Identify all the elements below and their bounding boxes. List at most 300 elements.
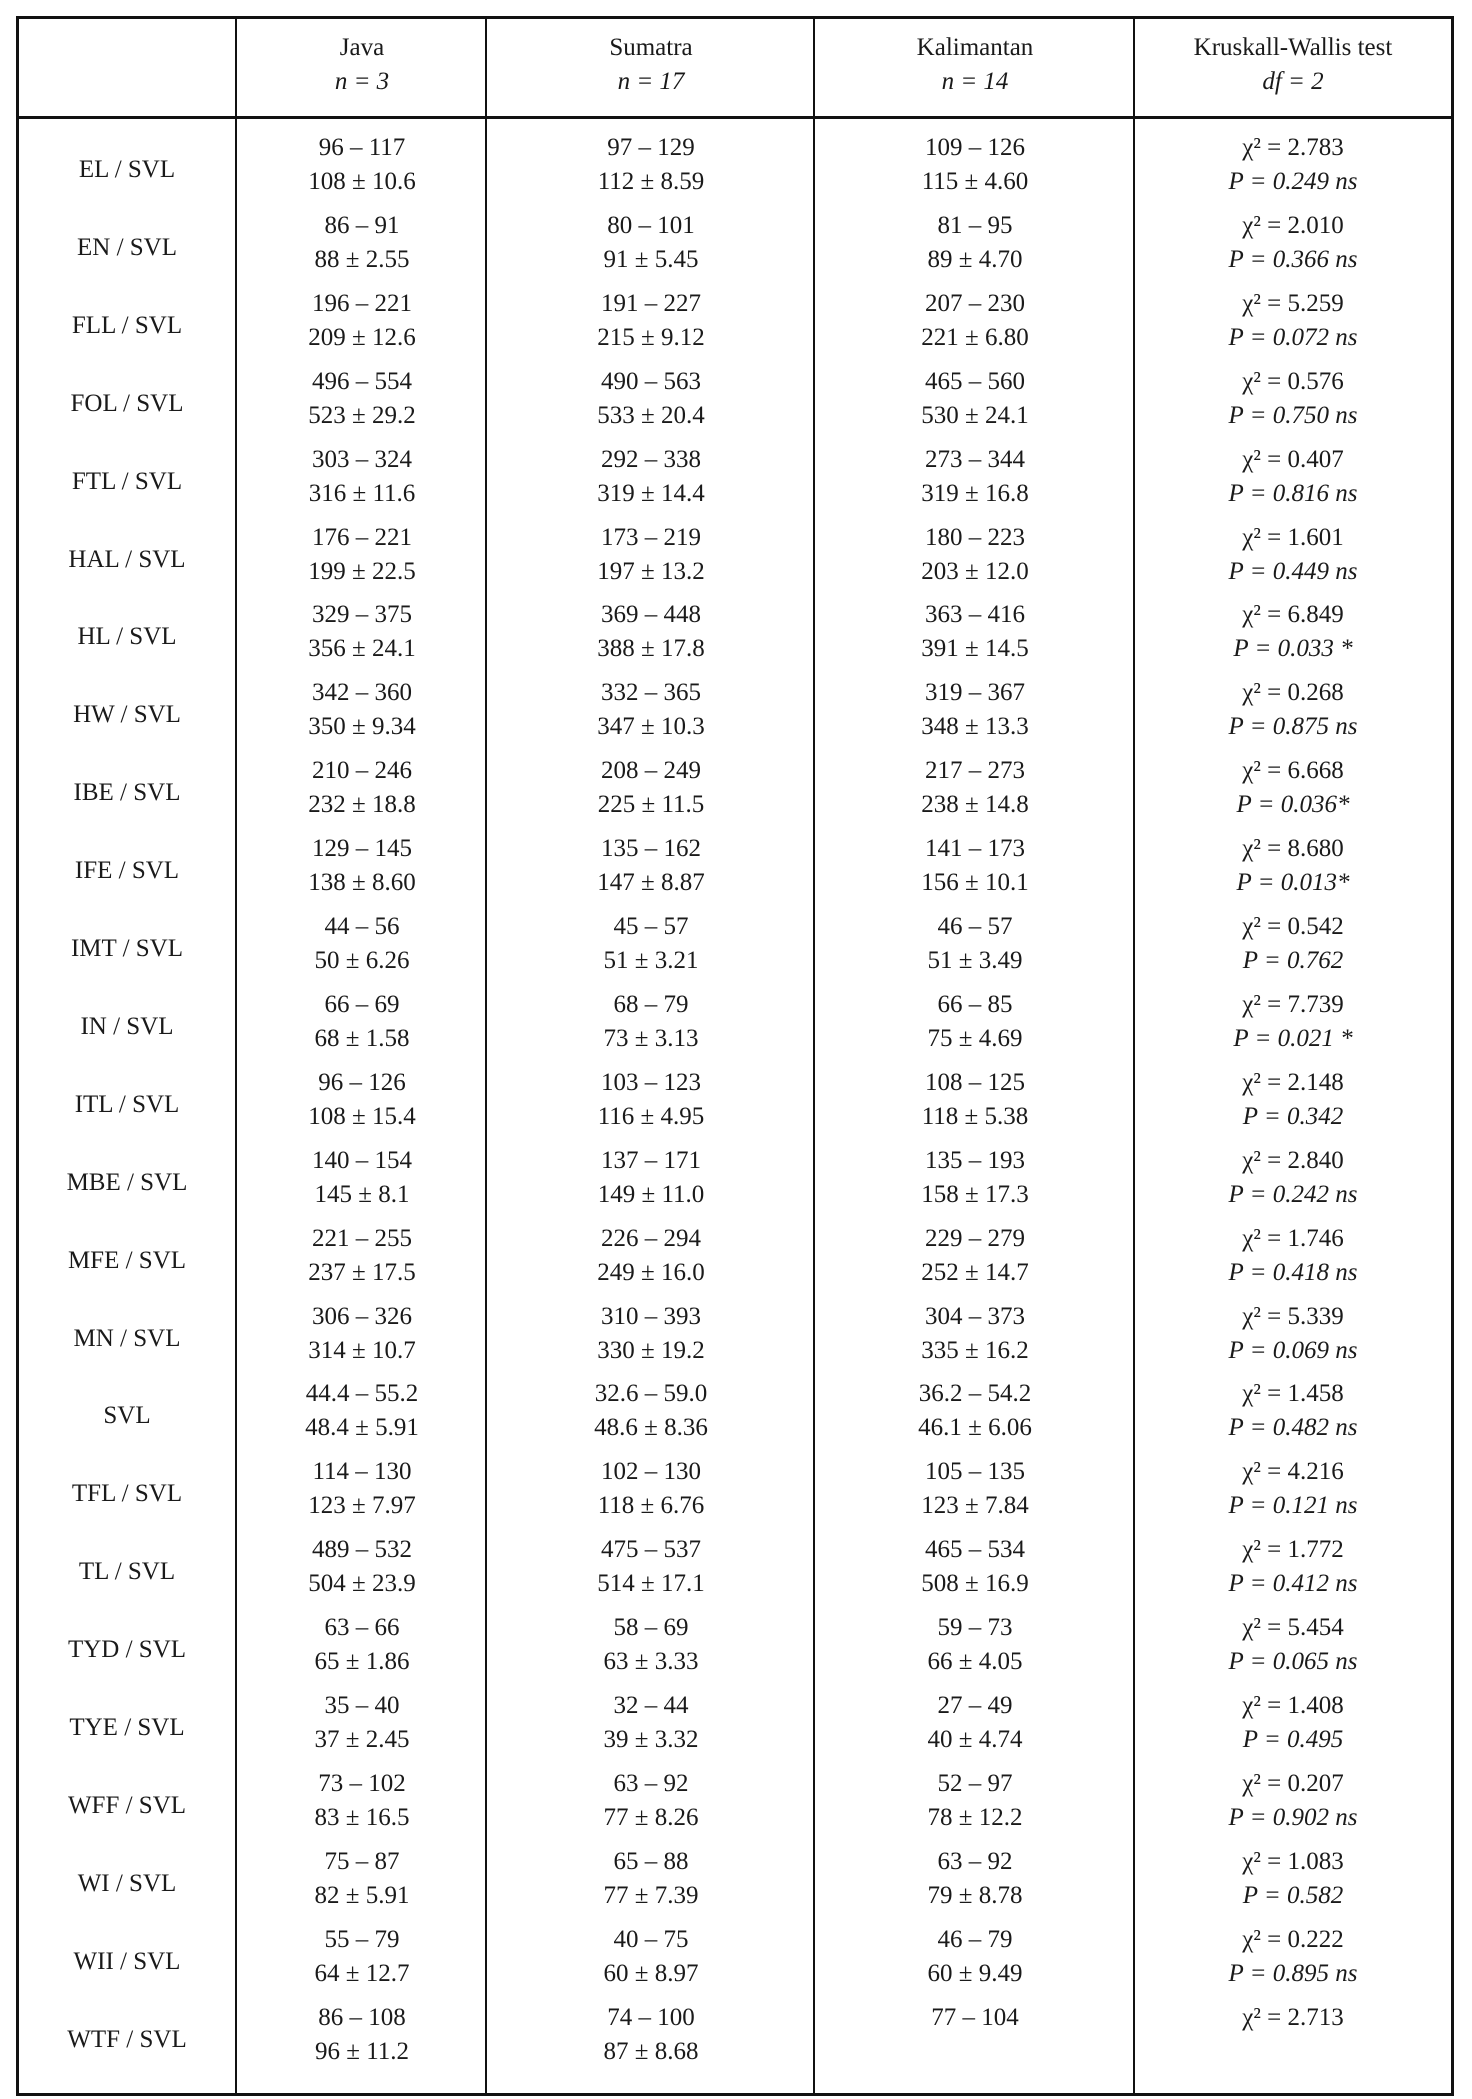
row-label: WII / SVL	[73, 1947, 181, 1975]
mean-sd-value: 82 ± 5.91	[314, 1881, 410, 1909]
cell-kalimantan	[815, 521, 1135, 589]
table-row	[19, 832, 1451, 910]
cell-kalimantan	[815, 1377, 1135, 1445]
cell-test	[1135, 832, 1451, 900]
mean-sd-value: 75 ± 4.69	[927, 1024, 1023, 1052]
cell-kalimantan	[815, 754, 1135, 822]
mean-sd-value: 48.4 ± 5.91	[305, 1414, 419, 1442]
mean-sd-value	[815, 2035, 1135, 2069]
row-label: IN / SVL	[80, 1012, 174, 1040]
row-label: WI / SVL	[77, 1869, 177, 1897]
mean-sd-value: 221 ± 6.80	[921, 323, 1029, 351]
cell-kalimantan	[815, 1066, 1135, 1134]
range-value: 489 – 532	[312, 1536, 412, 1564]
mean-sd-value: 73 ± 3.13	[603, 1024, 699, 1052]
table-row	[19, 443, 1451, 521]
mean-sd-value: 199 ± 22.5	[308, 557, 416, 585]
row-label: WTF / SVL	[67, 2025, 187, 2053]
mean-sd-value: 108 ± 15.4	[308, 1102, 416, 1130]
range-value: 44.4 – 55.2	[305, 1380, 419, 1408]
table-row	[19, 1300, 1451, 1378]
cell-kalimantan	[815, 443, 1135, 511]
p-value: P = 0.875 ns	[1228, 713, 1358, 741]
chi-square-value: χ² = 6.668	[1242, 757, 1344, 785]
cell-sumatra	[487, 209, 815, 277]
range-value: 74 – 100	[607, 2003, 695, 2031]
table-row	[19, 521, 1451, 599]
range-value: 221 – 255	[312, 1224, 412, 1252]
header-test-df: df = 2	[1262, 68, 1324, 95]
range-value: 36.2 – 54.2	[918, 1380, 1032, 1408]
table-row	[19, 1144, 1451, 1222]
row-label: FTL / SVL	[71, 467, 183, 495]
range-value: 490 – 563	[601, 367, 701, 395]
range-value: 207 – 230	[925, 289, 1025, 317]
chi-square-value: χ² = 1.408	[1242, 1692, 1344, 1719]
row-label: HW / SVL	[73, 701, 181, 729]
cell-test	[1135, 1845, 1451, 1913]
mean-sd-value: 523 ± 29.2	[308, 401, 416, 429]
range-value: 102 – 130	[601, 1458, 701, 1486]
chi-square-value: χ² = 2.840	[1242, 1146, 1344, 1174]
chi-square-value: χ² = 0.222	[1242, 1925, 1344, 1953]
mean-sd-value: 508 ± 16.9	[921, 1570, 1029, 1598]
cell-kalimantan	[815, 2001, 1135, 2069]
p-value: P = 0.342	[1242, 1102, 1344, 1130]
cell-kalimantan	[815, 1845, 1135, 1913]
cell-java	[237, 1377, 487, 1445]
mean-sd-value: 504 ± 23.9	[308, 1570, 416, 1598]
table-row	[19, 131, 1451, 209]
cell-java	[237, 832, 487, 900]
cell-test	[1135, 287, 1451, 355]
range-value: 369 – 448	[601, 601, 701, 629]
mean-sd-value: 138 ± 8.60	[308, 869, 416, 897]
chi-square-value: χ² = 5.339	[1242, 1302, 1344, 1330]
mean-sd-value: 48.6 ± 8.36	[594, 1414, 708, 1442]
range-value: 229 – 279	[925, 1224, 1025, 1252]
p-value: P = 0.036*	[1236, 791, 1350, 819]
cell-sumatra	[487, 1611, 815, 1679]
cell-sumatra	[487, 676, 815, 744]
mean-sd-value: 356 ± 24.1	[308, 635, 416, 663]
cell-kalimantan	[815, 988, 1135, 1056]
cell-sumatra	[487, 598, 815, 666]
cell-kalimantan	[815, 1767, 1135, 1835]
p-value: P = 0.033 *	[1233, 635, 1353, 663]
cell-java	[237, 443, 487, 511]
table-row	[19, 1611, 1451, 1689]
header-cell-sumatra	[487, 31, 815, 99]
range-value: 59 – 73	[937, 1614, 1013, 1642]
cell-java	[237, 1533, 487, 1601]
table-row	[19, 1767, 1451, 1845]
range-value: 73 – 102	[318, 1769, 406, 1797]
row-label: WFF / SVL	[67, 1791, 187, 1819]
row-label: TYD / SVL	[67, 1636, 187, 1664]
cell-java	[237, 365, 487, 433]
range-value: 465 – 534	[925, 1536, 1025, 1564]
p-value: P = 0.242 ns	[1228, 1180, 1358, 1208]
mean-sd-value: 209 ± 12.6	[308, 323, 416, 351]
cell-test	[1135, 2001, 1451, 2069]
chi-square-value: χ² = 2.783	[1242, 134, 1344, 161]
chi-square-value: χ² = 1.746	[1242, 1224, 1344, 1252]
mean-sd-value: 37 ± 2.45	[314, 1726, 410, 1753]
table-body	[19, 119, 1451, 2099]
mean-sd-value: 232 ± 18.8	[308, 791, 416, 819]
chi-square-value: χ² = 0.207	[1242, 1769, 1344, 1797]
range-value: 45 – 57	[613, 913, 689, 940]
mean-sd-value: 96 ± 11.2	[314, 2037, 410, 2065]
cell-java	[237, 1144, 487, 1212]
range-value: 304 – 373	[925, 1302, 1025, 1330]
mean-sd-value: 40 ± 4.74	[927, 1726, 1023, 1753]
chi-square-value: χ² = 0.576	[1242, 367, 1344, 395]
range-value: 273 – 344	[925, 445, 1025, 473]
mean-sd-value: 197 ± 13.2	[597, 557, 705, 585]
chi-square-value: χ² = 2.713	[1242, 2003, 1344, 2031]
mean-sd-value: 87 ± 8.68	[603, 2037, 699, 2065]
table-row	[19, 676, 1451, 754]
mean-sd-value: 145 ± 8.1	[314, 1180, 410, 1208]
cell-test	[1135, 1611, 1451, 1679]
mean-sd-value: 79 ± 8.78	[927, 1881, 1023, 1909]
mean-sd-value: 203 ± 12.0	[921, 557, 1029, 585]
range-value: 58 – 69	[613, 1614, 689, 1642]
range-value: 63 – 66	[324, 1614, 400, 1642]
table-row	[19, 1222, 1451, 1300]
table-row	[19, 910, 1451, 988]
header-kalimantan-title: Kalimantan	[916, 34, 1034, 61]
cell-sumatra	[487, 1845, 815, 1913]
cell-kalimantan	[815, 1455, 1135, 1523]
cell-test	[1135, 209, 1451, 277]
cell-sumatra	[487, 521, 815, 589]
row-label: TFL / SVL	[71, 1480, 183, 1508]
cell-sumatra	[487, 1300, 815, 1368]
range-value: 46 – 57	[937, 913, 1013, 940]
range-value: 68 – 79	[613, 990, 689, 1018]
table-row	[19, 365, 1451, 443]
row-label: TL / SVL	[78, 1558, 176, 1586]
range-value: 75 – 87	[324, 1847, 400, 1875]
range-value: 63 – 92	[937, 1847, 1013, 1875]
mean-sd-value: 533 ± 20.4	[597, 401, 705, 429]
cell-kalimantan	[815, 598, 1135, 666]
cell-java	[237, 1845, 487, 1913]
cell-test	[1135, 1066, 1451, 1134]
range-value: 319 – 367	[925, 679, 1025, 707]
p-value	[1135, 2035, 1451, 2069]
cell-kalimantan	[815, 209, 1135, 277]
cell-kalimantan	[815, 1611, 1135, 1679]
range-value: 52 – 97	[937, 1769, 1013, 1797]
table-row	[19, 287, 1451, 365]
cell-java	[237, 1222, 487, 1290]
mean-sd-value: 238 ± 14.8	[921, 791, 1029, 819]
range-value: 208 – 249	[601, 757, 701, 785]
p-value: P = 0.495	[1242, 1726, 1344, 1753]
p-value: P = 0.895 ns	[1228, 1959, 1358, 1987]
cell-test	[1135, 1377, 1451, 1445]
cell-test	[1135, 754, 1451, 822]
row-label: EL / SVL	[78, 156, 176, 183]
mean-sd-value: 316 ± 11.6	[308, 479, 416, 507]
cell-test	[1135, 1455, 1451, 1523]
row-label: IMT / SVL	[70, 935, 184, 962]
table-row	[19, 2001, 1451, 2079]
range-value: 32 – 44	[613, 1692, 689, 1719]
mean-sd-value: 112 ± 8.59	[597, 168, 705, 195]
range-value: 196 – 221	[312, 289, 412, 317]
row-label: IBE / SVL	[73, 779, 181, 807]
table-row	[19, 1066, 1451, 1144]
p-value: P = 0.902 ns	[1228, 1803, 1358, 1831]
cell-java	[237, 988, 487, 1056]
cell-java	[237, 1300, 487, 1368]
cell-kalimantan	[815, 1533, 1135, 1601]
cell-sumatra	[487, 1066, 815, 1134]
table-row	[19, 1455, 1451, 1533]
row-label: FOL / SVL	[70, 389, 184, 417]
range-value: 80 – 101	[607, 211, 695, 239]
mean-sd-value: 91 ± 5.45	[603, 245, 699, 273]
chi-square-value: χ² = 5.259	[1242, 289, 1344, 317]
cell-sumatra	[487, 443, 815, 511]
mean-sd-value: 514 ± 17.1	[597, 1570, 705, 1598]
mean-sd-value: 51 ± 3.21	[603, 947, 699, 974]
table-header-row	[19, 19, 1451, 119]
row-label: EN / SVL	[77, 233, 177, 261]
mean-sd-value: 319 ± 14.4	[597, 479, 705, 507]
cell-java	[237, 676, 487, 744]
mean-sd-value: 123 ± 7.84	[921, 1492, 1029, 1520]
mean-sd-value: 123 ± 7.97	[308, 1492, 416, 1520]
cell-kalimantan	[815, 1222, 1135, 1290]
mean-sd-value: 63 ± 3.33	[603, 1648, 699, 1676]
cell-sumatra	[487, 832, 815, 900]
header-test-title: Kruskall-Wallis test	[1193, 34, 1393, 61]
p-value: P = 0.816 ns	[1228, 479, 1358, 507]
mean-sd-value: 249 ± 16.0	[597, 1258, 705, 1286]
cell-java	[237, 1455, 487, 1523]
range-value: 66 – 85	[937, 990, 1013, 1018]
range-value: 77 – 104	[931, 2003, 1019, 2031]
cell-test	[1135, 443, 1451, 511]
chi-square-value: χ² = 0.407	[1242, 445, 1344, 473]
range-value: 96 – 117	[318, 134, 406, 161]
p-value: P = 0.021 *	[1233, 1024, 1353, 1052]
mean-sd-value: 83 ± 16.5	[314, 1803, 410, 1831]
chi-square-value: χ² = 7.739	[1242, 990, 1344, 1018]
cell-kalimantan	[815, 287, 1135, 355]
header-cell-kalimantan	[815, 31, 1135, 99]
range-value: 475 – 537	[601, 1536, 701, 1564]
range-value: 140 – 154	[312, 1146, 412, 1174]
mean-sd-value: 77 ± 8.26	[603, 1803, 699, 1831]
row-label: IFE / SVL	[74, 857, 180, 885]
header-sumatra-title: Sumatra	[609, 34, 693, 61]
table-row	[19, 209, 1451, 287]
p-value: P = 0.482 ns	[1228, 1414, 1358, 1442]
cell-kalimantan	[815, 832, 1135, 900]
p-value: P = 0.366 ns	[1228, 245, 1358, 273]
cell-java	[237, 1066, 487, 1134]
cell-kalimantan	[815, 910, 1135, 978]
mean-sd-value: 39 ± 3.32	[603, 1726, 699, 1753]
range-value: 180 – 223	[925, 523, 1025, 551]
data-table	[16, 16, 1454, 2096]
header-kalimantan-n: n = 14	[941, 68, 1009, 95]
mean-sd-value: 147 ± 8.87	[597, 869, 705, 897]
cell-kalimantan	[815, 1144, 1135, 1212]
cell-sumatra	[487, 1767, 815, 1835]
range-value: 135 – 162	[601, 835, 701, 863]
range-value: 65 – 88	[613, 1847, 689, 1875]
header-java-title: Java	[339, 34, 385, 61]
mean-sd-value: 60 ± 9.49	[927, 1959, 1023, 1987]
cell-sumatra	[487, 365, 815, 433]
mean-sd-value: 314 ± 10.7	[308, 1336, 416, 1364]
range-value: 496 – 554	[312, 367, 412, 395]
range-value: 97 – 129	[607, 134, 695, 161]
cell-kalimantan	[815, 365, 1135, 433]
range-value: 81 – 95	[937, 211, 1013, 239]
cell-java	[237, 287, 487, 355]
mean-sd-value: 64 ± 12.7	[314, 1959, 410, 1987]
range-value: 226 – 294	[601, 1224, 701, 1252]
range-value: 173 – 219	[601, 523, 701, 551]
row-label: FLL / SVL	[71, 311, 183, 339]
range-value: 191 – 227	[601, 289, 701, 317]
row-label: SVL	[103, 1402, 151, 1430]
table-row	[19, 598, 1451, 676]
range-value: 363 – 416	[925, 601, 1025, 629]
header-sumatra-n: n = 17	[617, 68, 685, 95]
cell-sumatra	[487, 910, 815, 978]
range-value: 86 – 108	[318, 2003, 406, 2031]
mean-sd-value: 77 ± 7.39	[603, 1881, 699, 1909]
cell-sumatra	[487, 131, 815, 199]
cell-test	[1135, 1300, 1451, 1368]
range-value: 135 – 193	[925, 1146, 1025, 1174]
mean-sd-value: 88 ± 2.55	[314, 245, 410, 273]
range-value: 137 – 171	[601, 1146, 701, 1174]
cell-test	[1135, 365, 1451, 433]
range-value: 292 – 338	[601, 445, 701, 473]
cell-java	[237, 2001, 487, 2069]
cell-kalimantan	[815, 1689, 1135, 1757]
cell-java	[237, 598, 487, 666]
header-cell-test	[1135, 31, 1451, 99]
range-value: 210 – 246	[312, 757, 412, 785]
cell-sumatra	[487, 1144, 815, 1212]
mean-sd-value: 388 ± 17.8	[597, 635, 705, 663]
range-value: 86 – 91	[324, 211, 400, 239]
cell-test	[1135, 521, 1451, 589]
p-value: P = 0.449 ns	[1228, 557, 1358, 585]
chi-square-value: χ² = 1.458	[1242, 1380, 1344, 1408]
cell-test	[1135, 1689, 1451, 1757]
chi-square-value: χ² = 4.216	[1242, 1458, 1344, 1486]
cell-test	[1135, 676, 1451, 744]
table-row	[19, 1377, 1451, 1455]
cell-java	[237, 754, 487, 822]
mean-sd-value: 347 ± 10.3	[597, 713, 705, 741]
p-value: P = 0.069 ns	[1228, 1336, 1358, 1364]
mean-sd-value: 78 ± 12.2	[927, 1803, 1023, 1831]
cell-kalimantan	[815, 1300, 1135, 1368]
mean-sd-value: 252 ± 14.7	[921, 1258, 1029, 1286]
cell-test	[1135, 131, 1451, 199]
mean-sd-value: 89 ± 4.70	[927, 245, 1023, 273]
mean-sd-value: 60 ± 8.97	[603, 1959, 699, 1987]
range-value: 40 – 75	[613, 1925, 689, 1953]
mean-sd-value: 530 ± 24.1	[921, 401, 1029, 429]
table-row	[19, 1689, 1451, 1767]
cell-kalimantan	[815, 676, 1135, 744]
mean-sd-value: 118 ± 6.76	[597, 1492, 705, 1520]
chi-square-value: χ² = 6.849	[1242, 601, 1344, 629]
row-label: MBE / SVL	[66, 1168, 188, 1196]
range-value: 129 – 145	[312, 835, 412, 863]
p-value: P = 0.418 ns	[1228, 1258, 1358, 1286]
cell-sumatra	[487, 1689, 815, 1757]
cell-sumatra	[487, 754, 815, 822]
mean-sd-value: 225 ± 11.5	[597, 791, 705, 819]
mean-sd-value: 66 ± 4.05	[927, 1648, 1023, 1676]
cell-test	[1135, 988, 1451, 1056]
row-label: TYE / SVL	[69, 1714, 185, 1741]
mean-sd-value: 348 ± 13.3	[921, 713, 1029, 741]
cell-sumatra	[487, 1923, 815, 1991]
row-label: HAL / SVL	[68, 545, 186, 573]
range-value: 303 – 324	[312, 445, 412, 473]
cell-java	[237, 131, 487, 199]
range-value: 32.6 – 59.0	[594, 1380, 708, 1408]
cell-test	[1135, 1222, 1451, 1290]
cell-test	[1135, 1923, 1451, 1991]
p-value: P = 0.412 ns	[1228, 1570, 1358, 1598]
cell-sumatra	[487, 287, 815, 355]
header-java-n: n = 3	[334, 68, 390, 95]
mean-sd-value: 237 ± 17.5	[308, 1258, 416, 1286]
range-value: 63 – 92	[613, 1769, 689, 1797]
cell-java	[237, 1689, 487, 1757]
row-label: MFE / SVL	[67, 1246, 187, 1274]
cell-sumatra	[487, 1533, 815, 1601]
range-value: 176 – 221	[312, 523, 412, 551]
cell-sumatra	[487, 1455, 815, 1523]
range-value: 465 – 560	[925, 367, 1025, 395]
cell-test	[1135, 1767, 1451, 1835]
p-value: P = 0.762	[1242, 947, 1344, 974]
range-value: 310 – 393	[601, 1302, 701, 1330]
range-value: 342 – 360	[312, 679, 412, 707]
chi-square-value: χ² = 0.542	[1242, 913, 1344, 940]
chi-square-value: χ² = 1.601	[1242, 523, 1344, 551]
range-value: 109 – 126	[925, 134, 1025, 161]
range-value: 46 – 79	[937, 1925, 1013, 1953]
chi-square-value: χ² = 0.268	[1242, 679, 1344, 707]
cell-sumatra	[487, 1222, 815, 1290]
cell-java	[237, 1923, 487, 1991]
p-value: P = 0.249 ns	[1228, 168, 1358, 195]
row-label: HL / SVL	[77, 623, 177, 651]
header-cell-java	[237, 31, 487, 99]
cell-sumatra	[487, 2001, 815, 2069]
